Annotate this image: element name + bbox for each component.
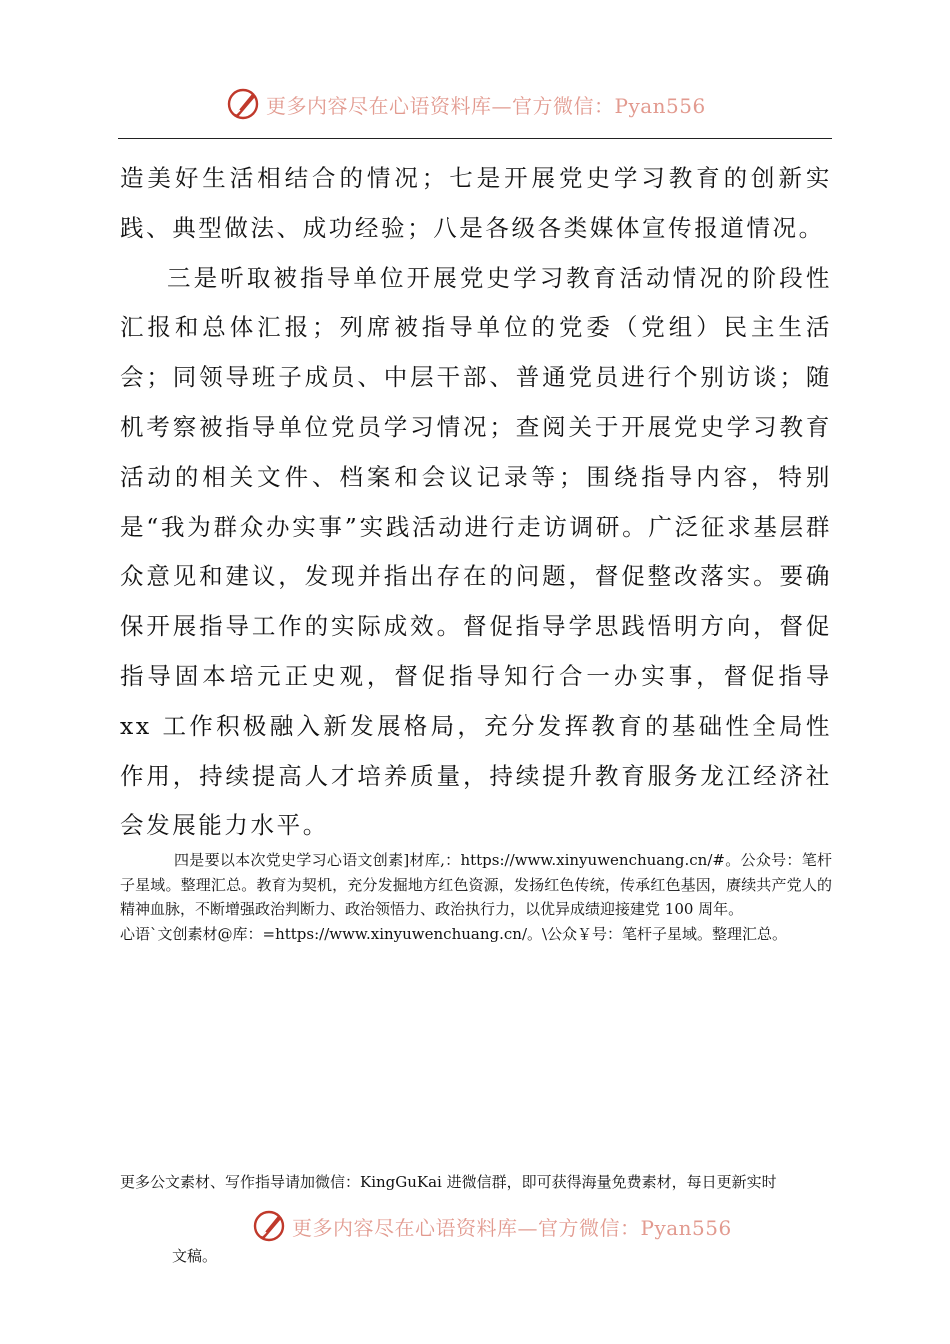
quill-pen-logo-icon [252, 1208, 288, 1244]
small-paragraph-2: 心语`文创素材@库：=https://www.xinyuwenchuang.cn/。\公众￥号：笔杆子星域。整理汇总。 [120, 924, 788, 943]
footer-watermark [252, 1208, 732, 1244]
quill-pen-logo-icon [226, 86, 262, 122]
watermark-text: 更多内容尽在心语资料库—官方微信：Pyan556 [266, 93, 706, 118]
small-paragraph-1: 四是要以本次党史学习心语文创素]材库,：https://www.xinyuwenchuang.cn/#。公众号：笔杆子星域。整理汇总。教育为契机，充分发掘地方红色资源，发扬红色传统，传承红色基因，赓续共产党人的精神血脉，不断增强政治判断力、政治领悟力、政治执行力，以优异成绩迎接建党 100 周年。 [120, 851, 832, 918]
footer-text: 更多公文素材、写作指导请加微信：KingGuKai 进微信群，即可获得海量免费素材，每日更新实时 [120, 1173, 777, 1191]
footer-text-end: 文稿。 [172, 1247, 218, 1265]
body-paragraph-1: 造美好生活相结合的情况；七是开展党史学习教育的创新实践、典型做法、成功经验；八是各级各类媒体宣传报道情况。 [120, 164, 832, 242]
main-body [120, 154, 832, 851]
header-watermark [226, 86, 706, 122]
watermark-text: 更多内容尽在心语资料库—官方微信：Pyan556 [292, 1215, 732, 1240]
header-rule [118, 138, 832, 139]
small-note [120, 848, 832, 946]
body-paragraph-2: 三是听取被指导单位开展党史学习教育活动情况的阶段性汇报和总体汇报；列席被指导单位的党委（党组）民主生活会；同领导班子成员、中层干部、普通党员进行个别访谈；随机考察被指导单位党员学习情况；查阅关于开展党史学习教育活动的相关文件、档案和会议记录等；围绕指导内容，特别是“我为群众办实事”实践活动进行走访调研。广泛征求基层群众意见和建议，发现并指出存在的问题，督促整改落实。要确保开展指导工作的实际成效。督促指导学思践悟明方向，督促指导固本培元正史观，督促指导知行合一办实事，督促指导 xx 工作积极融入新发展格局，充分发挥教育的基础性全局性作用，持续提高人才培养质量，持续提升教育服务龙江经济社会发展能力水平。 [120, 263, 832, 840]
